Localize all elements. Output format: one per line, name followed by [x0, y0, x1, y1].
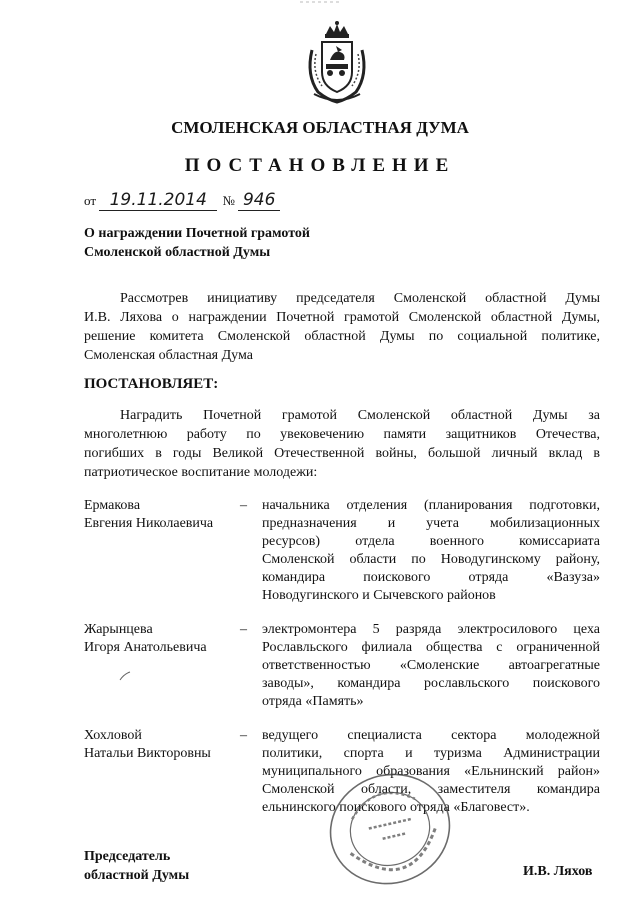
- recipient-name: [84, 497, 254, 533]
- recipient-surname: Ермакова: [84, 498, 141, 513]
- description-line: ельнинского поискового отряда «Благовест».: [262, 800, 530, 815]
- decree-line: патриотическое воспитание молодежи:: [84, 465, 318, 480]
- recipient-description: [262, 497, 600, 605]
- recipient-dash: –: [240, 498, 247, 513]
- preamble-line: решение комитета Смоленской областной Думы по социальной политике,: [84, 329, 600, 344]
- description-line: политики, спорта и туризма Администрации: [262, 746, 600, 761]
- description-line: ответственностью «Смоленские автоагрегатные: [262, 658, 600, 673]
- recipient-dash: –: [240, 622, 247, 637]
- description-line: электромонтера 5 разряда электросилового цеха: [262, 622, 600, 637]
- recipient-given-name: Натальи Викторовны: [84, 746, 211, 761]
- subject-heading: [84, 224, 310, 262]
- signatory-name: И.В. Ляхов: [523, 864, 593, 879]
- recipient-description: [262, 621, 600, 711]
- decree-line: Наградить Почетной грамотой Смоленской областной Думы за: [120, 408, 600, 423]
- signatory-title: [84, 847, 189, 885]
- pen-mark-icon: [118, 670, 132, 682]
- date-field: [99, 190, 217, 211]
- subject-line: Смоленской областной Думы: [84, 245, 271, 260]
- decree-line: многолетнюю работу по увековечению памяти защитников Отечества,: [84, 427, 600, 442]
- preamble-line: Смоленская областная Дума: [84, 348, 253, 363]
- recipient-given-name: Игоря Анатольевича: [84, 640, 207, 655]
- recipient-surname: Хохловой: [84, 728, 142, 743]
- decree-line: погибших в годы Великой Отечественной войны, большой личный вклад в: [84, 446, 600, 461]
- description-line: Рославльского филиала общества с ограниченной: [262, 640, 600, 655]
- description-line: муниципального образования «Ельнинский район»: [262, 764, 600, 779]
- number-field: [238, 190, 280, 211]
- decree-paragraph: [84, 406, 600, 482]
- date-label: от: [84, 193, 97, 208]
- description-line: Смоленской области, заместителя командира: [262, 782, 600, 797]
- document-type: ПОСТАНОВЛЕНИЕ: [184, 155, 456, 176]
- description-line: предназначения и учета мобилизационных: [262, 516, 600, 531]
- preamble-line: И.В. Ляхова о награждении Почетной грамотой Смоленской областной Думы,: [84, 310, 600, 325]
- number-label: №: [222, 193, 235, 208]
- description-line: Новодугинского и Сычевского районов: [262, 588, 496, 603]
- document-meta: [84, 190, 280, 214]
- description-line: отряда «Память»: [262, 694, 364, 709]
- description-line: ресурсов) отдела военного комиссариата: [262, 534, 600, 549]
- description-line: ведущего специалиста сектора молодежной: [262, 728, 600, 743]
- recipient-surname: Жарынцева: [84, 622, 153, 637]
- number-value: 946: [242, 190, 276, 210]
- subject-line: О награждении Почетной грамотой: [84, 226, 310, 241]
- recipient-given-name: Евгения Николаевича: [84, 516, 214, 531]
- description-line: начальника отделения (планирования подготовки,: [262, 498, 600, 513]
- description-line: Смоленской области по Новодугинскому району,: [262, 552, 600, 567]
- description-line: командира поискового отряда «Вазуза»: [262, 570, 600, 585]
- signatory-title-line: областной Думы: [84, 868, 190, 883]
- date-value: 19.11.2014: [109, 190, 207, 210]
- recipient-dash: –: [240, 728, 247, 743]
- preamble-paragraph: [84, 289, 600, 365]
- signatory-title-line: Председатель: [84, 849, 171, 864]
- scan-artifact: [300, 0, 340, 4]
- preamble-line: Рассмотрев инициативу председателя Смоленской областной Думы: [120, 291, 600, 306]
- recipient-name: [84, 621, 254, 657]
- recipient-name: [84, 727, 254, 763]
- organization-name: СМОЛЕНСКАЯ ОБЛАСТНАЯ ДУМА: [171, 118, 469, 137]
- decree-label: ПОСТАНОВЛЯЕТ:: [84, 376, 219, 392]
- description-line: заводы», командира рославльского поискового: [262, 676, 600, 691]
- smolensk-coat-of-arms-icon: [302, 20, 372, 104]
- round-stamp-icon: [325, 770, 455, 888]
